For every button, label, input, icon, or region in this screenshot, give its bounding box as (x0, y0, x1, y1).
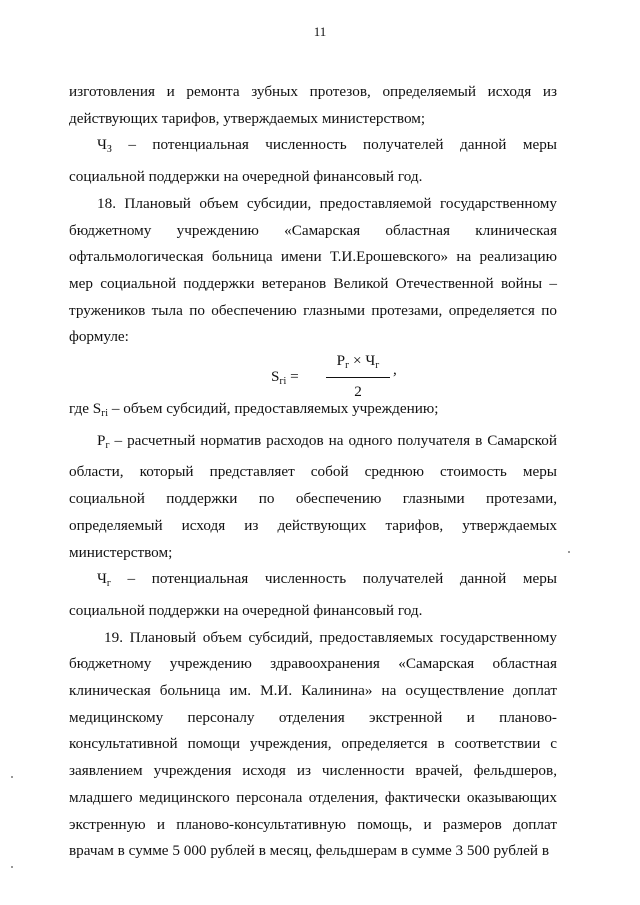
formula-p-subscript: г (345, 360, 350, 372)
formula-numerator (326, 351, 390, 378)
formula-equals: = (286, 368, 299, 386)
scan-speck (568, 551, 570, 553)
document-body (69, 79, 557, 865)
scan-speck (11, 866, 13, 868)
formula-ch-symbol: Ч (365, 352, 376, 370)
symbol-subscript: г (105, 439, 110, 451)
formula-comma: , (393, 361, 397, 379)
formula-s-symbol: S (271, 368, 280, 386)
scan-speck (11, 776, 13, 778)
formula-denominator: 2 (354, 383, 362, 401)
where-prefix: где (69, 400, 93, 418)
formula-ch-subscript: г (375, 360, 380, 372)
formula-fraction (326, 351, 390, 403)
definition-text: – расчетный норматив расходов на одного получателя в Самарской области, который представляет собой среднюю стоимость меры социальной поддержки по обеспечению глазными протезами, определяемый исходя из действующих тарифов, утверждаемых министерством; (69, 431, 557, 561)
definition-ch3 (69, 132, 557, 190)
paragraph-item-19: 19. Плановый объем субсидий, предоставляемых государственному бюджетному учреждению здравоохранения «Самарская областная клиническая больница им. М.И. Калинина» на осуществление доплат медицинскому персоналу отделения экстренной и планово-консультативной помощи учреждения, определяется в соответствии с заявлением учреждения исходя из численности врачей, фельдшеров, младшего медицинского персонала отделения, фактически оказывающих экстренную и планово-консультативную помощь, и размеров доплат врачам в сумме 5 000 рублей в месяц, фельдшерам в сумме 3 500 рублей в (69, 628, 557, 860)
symbol-ch: Ч (97, 570, 107, 588)
symbol-subscript: гi (101, 408, 109, 420)
formula-times: × (349, 352, 366, 370)
formula-p-symbol: Р (336, 352, 346, 370)
definition-chg (69, 566, 557, 624)
symbol-s: S (92, 400, 102, 418)
definition-text: – потенциальная численность получателей данной меры социальной поддержки на очередной финансовый год. (69, 570, 557, 619)
definition-rg (69, 428, 557, 567)
symbol-r: Р (97, 431, 106, 449)
definition-text: – потенциальная численность получателей данной меры социальной поддержки на очередной финансовый год. (69, 136, 557, 186)
formula-s-subscript: гi (279, 376, 287, 388)
symbol-subscript: З (106, 144, 112, 156)
page-number: 11 (313, 24, 327, 39)
paragraph-item-18: 18. Плановый объем субсидии, предоставляемой государственному бюджетному учреждению «Самарская областная клиническая офтальмологическая больница имени Т.И.Ерошевского» на реализацию мер социальной поддержки ветеранов Великой Отечественной войны – тружеников тыла по обеспечению глазными протезами, определяется по формуле: (69, 194, 557, 346)
definition-text: – объем субсидий, предоставляемых учреждению; (108, 400, 439, 418)
symbol-ch: Ч (97, 136, 107, 154)
formula-lhs (271, 364, 299, 396)
symbol-subscript: г (106, 578, 111, 590)
definition-s (69, 396, 557, 428)
formula (69, 351, 557, 401)
paragraph-dental-tariffs: изготовления и ремонта зубных протезов, определяемый исходя из действующих тарифов, утверждаемых министерством; (69, 83, 557, 127)
